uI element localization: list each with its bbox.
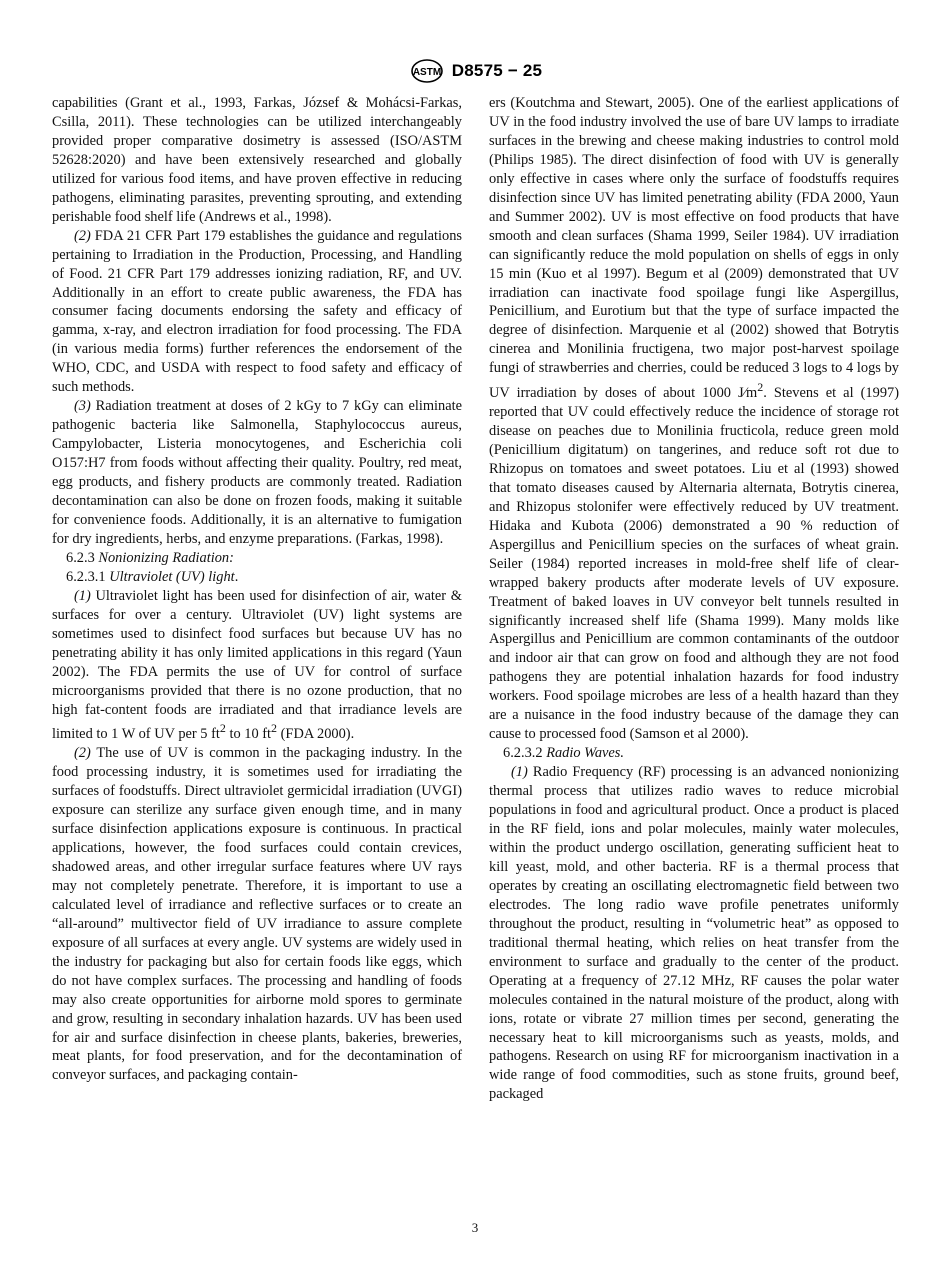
- page-number: 3: [471, 1220, 479, 1235]
- section-heading: 6.2.3.2 Radio Waves.: [503, 745, 624, 762]
- astm-logo: [408, 58, 446, 84]
- page-header: [0, 58, 950, 89]
- paragraph: capabilities (Grant et al., 1993, Farkas, József & Mohácsi-Farkas, Csilla, 2011). These technologies can be utilized interchangeably provided proper comparative dosimetry is assessed (ISO/ASTM 52628:2020) and have been extensively researched and globally utilized for various food items, and have proven effective in reducing pathogens, eliminating parasites, preventing sprouting, and extending perishable food shelf life (Andrews et al., 1998).: [52, 95, 462, 225]
- section-heading: 6.2.3 Nonionizing Radiation:: [66, 549, 234, 566]
- paragraph: (2) The use of UV is common in the packaging industry. In the food processing industry, it is sometimes used for irradiating the surfaces of foodstuffs. Direct ultraviolet germicidal irradiation (UVGI) exposure can sterilize any surface given enough time, and in many surface disinfection applications exposure is continuous. In practical applications, however, the food surfaces could contain crevices, shadowed areas, and other irregular surface features where UV rays may not completely penetrate. Therefore, it is important to use a calculated level of irradiance and reflective surfaces or to create an “all-around” multivector field of UV irradiance to assure complete exposure of all surfaces at every angle. UV systems are widely used in the industry for packaging but also for certain foods like eggs, which do not have complex surfaces. The processing and handling of foods may also create opportunities for airborne mold spores to germinate and grow, resulting in secondary inhalation hazards. UV has been used for air and surface disinfection in cheese plants, bakeries, breweries, meat plants, for food preservation, and for the decontamination of conveyor surfaces, and packaging contain-: [52, 745, 462, 1084]
- right-column: [489, 94, 899, 1104]
- paragraph: (1) Ultraviolet light has been used for disinfection of air, water & surfaces for over a century. Ultraviolet (UV) light systems are sometimes used to disinfect food surfaces but because UV has no penetrating ability it has only limited applications in this regard (Yaun 2002). The FDA permits the use of UV for control of surface microorganisms provided that there is no ozone production, that no high fat-content foods are irradiated and that irradiance levels are limited to 1 W of UV per 5 $ft^2$ to 10 $ft^2$ (FDA 2000).: [52, 587, 462, 743]
- left-column: [52, 94, 462, 1085]
- section-heading: 6.2.3.1 Ultraviolet (UV) light.: [66, 568, 239, 585]
- paragraph: ers (Koutchma and Stewart, 2005). One of the earliest applications of UV in the food industry involved the use of bare UV lamps to irradiate surfaces in the brewing and cheese making industries to control mold (Philips 1985). The direct disinfection of food with UV is generally only effective in cases where only the surface of foodstuffs requires disinfection since UV has limited penetrating ability (FDA 2000, Yaun and Summer 2002). UV is most effective on food products that have smooth and clean surfaces (Shama 1999, Seiler 1984). UV irradiation can significantly reduce the mold population on shells of eggs in only 15 min (Kuo et al 1997). Begum et al (2009) demonstrated that UV irradiation can inactivate food spoilage fungi like Aspergillus, Penicillium, and Eurotium but that the type of surface impacted the degree of disinfection. Marquenie et al (2002) showed that Botrytis cinerea and Monilinia fructigena, two major post-harvest spoilage fungi of strawberries and cherries, could be reduced 3 logs to 4 logs by UV irradiation by doses of about 1000 $J⁄m^2$. Stevens et al (1997) reported that UV could effectively reduce the incidence of storage rot disease on peaches due to Monilinia fructicola, reduce green mold (Penicillium digitatum) on tangerines, and reduce soft rot due to Rhizopus on tomatoes and sweet potatoes. Liu et al (1993) showed that tomato diseases caused by Alternaria alternata, Botrytis cinerea, and Rhizopus stolonifer were effectively reduced by UV treatment. Hidaka and Kubota (2006) demonstrated a 90 % reduction of Aspergillus and Penicillium species on the surfaces of wheat grain. Seiler (1984) reported increases in mold-free shelf life of clear-wrapped bakery products after moderate levels of UV exposure. Treatment of baked loaves in UV conveyor belt tunnels resulted in significantly increased shelf life (Shama 1999). Many molds like Aspergillus and Penicillium are common contaminants of the outdoor and indoor air that can grow on food and although they are not food pathogens they are potential inhalation hazards for food industry workers. Food spoilage microbes are less of a health hazard than they are a nuisance in the food industry because of the damage they can cause to processed food (Samson et al 2000).: [489, 95, 899, 743]
- document-id: D8575 − 25: [451, 61, 543, 80]
- svg-text:ASTM: ASTM: [412, 67, 441, 78]
- paragraph: (3) Radiation treatment at doses of 2 kGy to 7 kGy can eliminate pathogenic bacteria like Salmonella, Staphylococcus aureus, Campylobacter, Listeria monocytogenes, and Escherichia coli O157:H7 from foods without affecting their quality. Poultry, red meat, egg products, and fishery products are commonly treated. Radiation decontamination can also be done on frozen foods, making it suitable for convenience foods. Additionally, it is an alternative to fumigation for dry ingredients, herbs, and enzyme preparations. (Farkas, 1998).: [52, 398, 462, 547]
- paragraph: (2) FDA 21 CFR Part 179 establishes the guidance and regulations pertaining to Irradiation in the Production, Processing, and Handling of Food. 21 CFR Part 179 addresses ionizing radiation, RF, and UV. Additionally in an effort to create public awareness, the FDA has consumer facing documents endorsing the safety and efficacy of gamma, x-ray, and electron irradiation for food processing. The FDA (in various media forms) further references the endorsement of the WHO, CDC, and USDA with respect to food safety and efficacy of such methods.: [52, 227, 462, 396]
- paragraph: (1) Radio Frequency (RF) processing is an advanced nonionizing thermal process that utilizes radio waves to reduce microbial populations in food and agricultural product. Once a product is placed in the RF field, ions and polar molecules, mainly water molecules, within the product undergo oscillation, generating sufficient heat to kill yeast, mold, and other bacteria. RF is a thermal process that operates by creating an oscillating electromagnetic field between two electrodes. The long radio wave profile penetrates uniformly throughout the product, resulting in “volumetric heat” as opposed to traditional thermal heating, which relies on heat transfer from the environment to surface and gradually to the center of the product. Operating at a frequency of 27.12 MHz, RF causes the polar water molecules contained in the natural moisture of the product, along with ions, rotate or vibrate 27 million times per second, generating the necessary heat to kill microorganisms such as yeasts, molds, and pathogens. Research on using RF for microorganism inactivation in a wide range of food commodities, such as stone fruits, ground beef, packaged: [489, 764, 899, 1103]
